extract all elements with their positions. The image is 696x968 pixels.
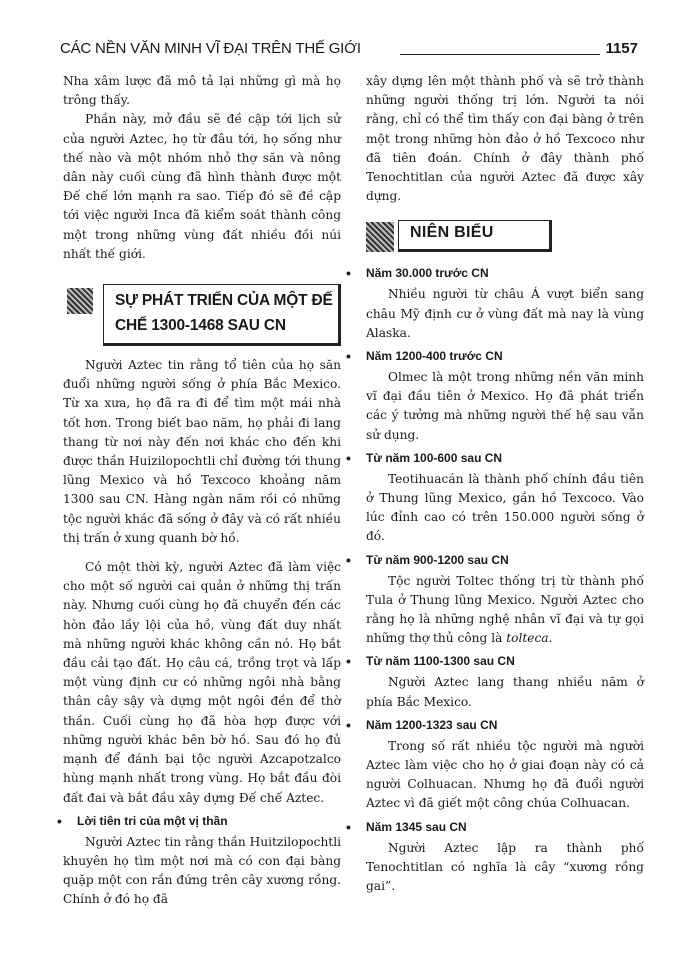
- timeline-heading-box: [366, 220, 644, 258]
- section-heading-box: [63, 284, 341, 350]
- paragraph: Có một thời kỳ, người Aztec đã làm việc cho một số người cai quản ở những thị trấn này. Nhưng cuối cùng họ đã chuyển đến các hòn đảo lầy lội của hồ, vùng đất duy nhất mà những người khác không cần nó. Họ bắt đầu cải tạo đất. Họ câu cá, trồng trọt và lấp một vùng định cư có những ngôi nhà bằng thân cây sậy và dựng một ngôi đền để thờ thần. Cuối cùng họ đã hòa hợp được với những người khác bên bờ hồ. Sau đó họ đủ mạnh để đánh bại tộc người Azcapotzalco hùng mạnh nhất trong vùng. Họ bắt đầu đòi đất đai và bắt đầu xây dựng Đế chế Aztec.: [63, 560, 341, 805]
- left-column: [57, 72, 341, 910]
- right-column: [346, 72, 644, 896]
- subheading-label: Lời tiên tri của một vị thần: [77, 813, 228, 828]
- timeline-year: • Năm 1345 sau CN: [346, 818, 467, 835]
- aztec-ornament-icon: [67, 288, 93, 314]
- timeline-entry: Người Aztec lang thang nhiều năm ở phía Bắc Mexico.: [366, 675, 644, 709]
- timeline-entry: Người Aztec lập ra thành phố Tenochtitlan có nghĩa là cây “xương rồng gai”.: [366, 840, 644, 894]
- bullet-icon: •: [346, 551, 351, 568]
- running-title: CÁC NỀN VĂN MINH VĨ ĐẠI TRÊN THẾ GIỚI: [60, 40, 361, 57]
- paragraph: Người Aztec tin rằng tổ tiên của họ săn đuổi những người sống ở phía Bắc Mexico. Từ xa xưa, họ đã ra đi để tìm một mái nhà tốt hơn. Trong biết bao năm, họ phải đi lang thang từ nơi này đến nơi khác cho đến khi được thần Huizilopochtli chỉ đường tới thung lũng Mexico và hồ Texcoco khoảng năm 1300 sau CN. Hàng ngàn năm rồi có những tộc người khác đã sống ở đây và có rất nhiều thị trấn ở xung quanh bờ hồ.: [63, 358, 341, 545]
- page-header: [60, 38, 644, 60]
- timeline-year: • Năm 30.000 trước CN: [346, 265, 489, 282]
- timeline-year: • Từ năm 900-1200 sau CN: [346, 551, 509, 568]
- timeline-year: • Năm 1200-1323 sau CN: [346, 716, 498, 733]
- section-title: SỰ PHÁT TRIỂN CỦA MỘT ĐẾ CHẾ 1300-1468 SAU CN: [115, 292, 333, 335]
- paragraph: Người Aztec tin rằng thần Huitzilopochtli khuyên họ tìm một nơi mà có con đại bàng quặp một con rắn đứng trên cây xương rồng. Chính ở đó họ đã: [63, 834, 341, 907]
- timeline-year: • Năm 1200-400 trước CN: [346, 348, 503, 365]
- timeline-entry: Trong số rất nhiều tộc người mà người Aztec làm việc cho họ ở giai đoạn này có cả người Colhuacan. Nhưng họ đã đuổi người Aztec vì đã giết một công chúa Colhuacan.: [366, 738, 644, 811]
- bullet-icon: •: [346, 348, 351, 365]
- timeline-year: • Từ năm 100-600 sau CN: [346, 449, 503, 466]
- subheading: [57, 812, 341, 831]
- header-rule: [400, 54, 600, 55]
- paragraph: xây dựng lên một thành phố và sẽ trở thành những người thống trị lớn. Người ta nói rằng, chỉ có thể tìm thấy con đại bàng ở trên một trong những hòn đảo ở hồ Texcoco như đã tiên đoán. Chính ở đây thành phố Tenochtitlan của người Aztec đã được xây dựng.: [366, 74, 644, 204]
- timeline-year: • Từ năm 1100-1300 sau CN: [346, 653, 515, 670]
- bullet-icon: •: [346, 265, 351, 282]
- bullet-icon: •: [346, 818, 351, 835]
- italic-term: tolteca.: [506, 631, 553, 646]
- bullet-icon: •: [57, 812, 62, 829]
- timeline-entry: Teotihuacán là thành phố chính đầu tiên ở Thung lũng Mexico, gần hồ Texcoco. Vào lúc đỉnh cao có trên 150.000 người sống ở đó.: [366, 471, 644, 544]
- bullet-icon: •: [346, 653, 351, 670]
- bullet-icon: •: [346, 449, 351, 466]
- paragraph: Nha xâm lược đã mô tả lại những gì mà họ trông thấy.: [63, 74, 341, 108]
- aztec-ornament-icon: [366, 222, 394, 252]
- bullet-icon: •: [346, 716, 351, 733]
- timeline-title: NIÊN BIỂU: [410, 224, 494, 242]
- timeline-entry: Olmec là một trong những nền văn minh vĩ đại đầu tiên ở Mexico. Họ đã phát triển các ý tưởng mà những người thế hệ sau vẫn sử dụng.: [366, 370, 644, 442]
- paragraph: Phần này, mở đầu sẽ đề cập tới lịch sử của người Aztec, họ từ đâu tới, họ sống như thế nào và một nhóm nhỏ thợ săn và nông dân này cuối cùng đã hình thành được một Đế chế lớn mạnh ra sao. Tiếp đó sẽ đề cập tới việc người Inca đã kiểm soát thành công một trong những vùng đất nhiều đồi núi nhất thế giới.: [63, 112, 341, 261]
- timeline-entry: Tộc người Toltec thống trị từ thành phố Tula ở Thung lũng Mexico. Người Aztec cho rằng họ là những nghệ nhân vĩ đại và tự gọi những thợ thủ công là tolteca.: [366, 573, 644, 646]
- page-number: 1157: [605, 40, 638, 57]
- timeline-entry: Nhiều người từ châu Á vượt biển sang châu Mỹ định cư ở vùng đất mà nay là vùng Alaska.: [366, 287, 644, 340]
